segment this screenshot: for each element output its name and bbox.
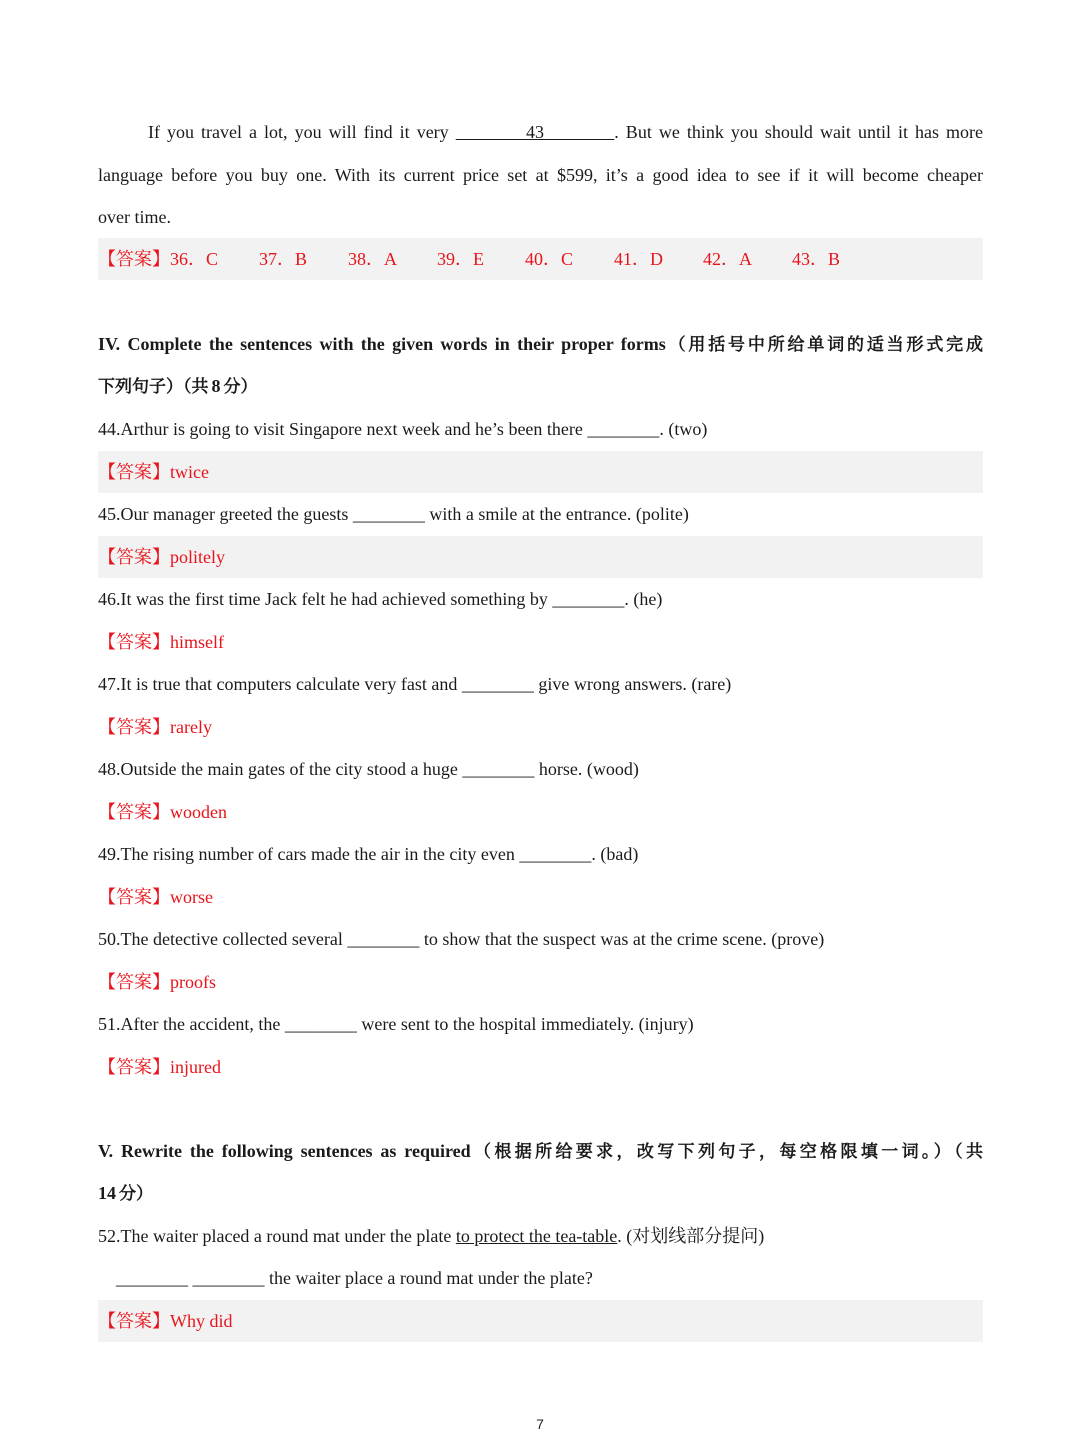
question-49: 49.The rising number of cars made the air in the city even ________. (bad)	[98, 844, 639, 864]
passage-line-1: If you travel a lot, you will find it very 43 . But we think you should wait until it has more	[148, 122, 984, 142]
answer-52: Why did	[170, 1311, 233, 1331]
answer-bar-45: 【答案】politely	[98, 536, 983, 578]
question-52: 52.The waiter placed a round mat under the plate to protect the tea-table. (对划线部分提问)	[98, 1226, 765, 1246]
page-number: 7	[536, 1416, 544, 1432]
answer-40: 40．C	[525, 249, 574, 269]
question-46: 46.It was the first time Jack felt he had achieved something by ________. (he)	[98, 589, 663, 609]
q52-underlined-part: to protect the tea-table	[455, 1226, 618, 1246]
section-4-heading-line-2: 下列句子）（共 8 分）	[98, 376, 258, 397]
answer-bar-47: 【答案】rarely	[98, 717, 212, 738]
answer-48: wooden	[170, 802, 227, 822]
question-52-line-2: ________ ________ the waiter place a round mat under the plate?	[116, 1268, 593, 1288]
answer-bar-49: 【答案】worse	[98, 887, 213, 908]
question-48: 48.Outside the main gates of the city stood a huge ________ horse. (wood)	[98, 759, 639, 779]
passage-line-2: language before you buy one. With its current price set at $599, it’s a good idea to see if it will become cheaper	[98, 165, 983, 185]
question-47: 47.It is true that computers calculate very fast and ________ give wrong answers. (rare)	[98, 674, 732, 694]
answer-47: rarely	[170, 717, 212, 737]
question-45: 45.Our manager greeted the guests ________ with a smile at the entrance. (polite)	[98, 504, 689, 524]
answer-44: twice	[170, 462, 209, 482]
answer-51: injured	[170, 1057, 221, 1077]
answer-bar-52: 【答案】Why did	[98, 1300, 983, 1342]
answer-bar-46: 【答案】himself	[98, 632, 224, 653]
section-4-heading: IV. Complete the sentences with the given words in their proper forms（用括号中所给单词的适当形式完成	[98, 334, 983, 355]
answer-36: 36．C	[170, 249, 219, 269]
answer-46: himself	[170, 632, 224, 652]
question-44: 44.Arthur is going to visit Singapore next week and he’s been there ________. (two)	[98, 419, 708, 439]
answer-bar-44: 【答案】twice	[98, 451, 983, 493]
answer-bar-51: 【答案】injured	[98, 1057, 221, 1078]
answer-43: 43．B	[792, 249, 841, 269]
answer-39: 39．E	[437, 249, 484, 269]
section-5-heading: V. Rewrite the following sentences as required（根据所给要求，改写下列句子，每空格限填一词。）（共	[98, 1141, 984, 1162]
question-51: 51.After the accident, the ________ were sent to the hospital immediately. (injury)	[98, 1014, 694, 1034]
answer-bar-50: 【答案】proofs	[98, 972, 216, 993]
answer-bar-48: 【答案】wooden	[98, 802, 227, 823]
answer-45: politely	[170, 547, 225, 567]
blank-43: 43	[526, 122, 544, 142]
answer-41: 41．D	[614, 249, 663, 269]
answer-49: worse	[170, 887, 213, 907]
answer-37: 37．B	[259, 249, 308, 269]
passage-line-3: over time.	[98, 207, 171, 227]
answer-tag: 【答案】	[98, 249, 170, 270]
answer-42: 42．A	[703, 249, 752, 269]
answer-bar-36-43	[98, 238, 983, 280]
question-50: 50.The detective collected several ________ to show that the suspect was at the crime scene. (prove)	[98, 929, 825, 949]
answer-38: 38．A	[348, 249, 397, 269]
answer-50: proofs	[170, 972, 216, 992]
section-5-heading-line-2: 14 分）	[98, 1183, 153, 1204]
